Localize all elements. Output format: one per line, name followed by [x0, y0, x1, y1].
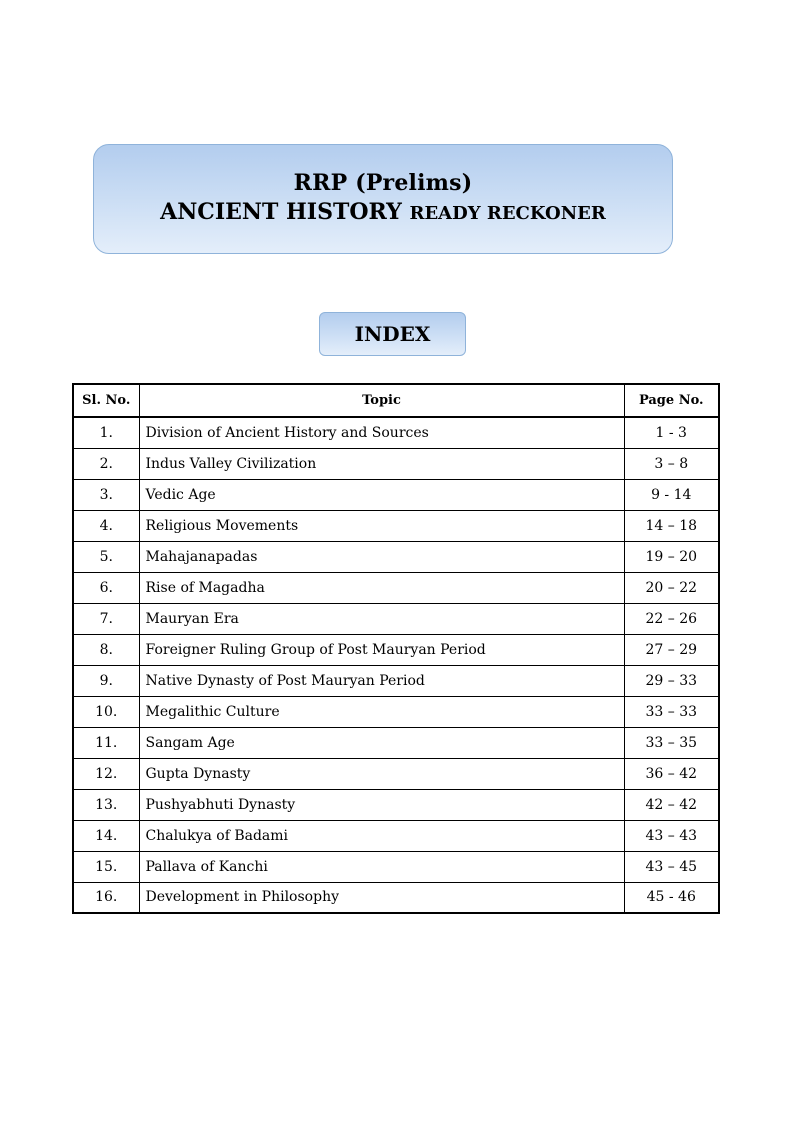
row-sl-no: 9. — [73, 665, 139, 696]
row-sl-no: 16. — [73, 882, 139, 913]
row-sl-no: 7. — [73, 603, 139, 634]
table-row — [73, 603, 719, 634]
table-row — [73, 696, 719, 727]
row-topic: Chalukya of Badami — [139, 820, 624, 851]
table-row — [73, 789, 719, 820]
row-topic: Pallava of Kanchi — [139, 851, 624, 882]
header-topic: Topic — [139, 384, 624, 417]
table-row — [73, 448, 719, 479]
table-row — [73, 634, 719, 665]
row-sl-no: 4. — [73, 510, 139, 541]
table-row — [73, 572, 719, 603]
title-sub: READY RECKONER — [409, 203, 606, 224]
row-page-no: 27 – 29 — [624, 634, 719, 665]
row-page-no: 19 – 20 — [624, 541, 719, 572]
index-table — [72, 383, 720, 914]
row-topic: Development in Philosophy — [139, 882, 624, 913]
table-body — [73, 417, 719, 913]
row-sl-no: 8. — [73, 634, 139, 665]
row-topic: Mahajanapadas — [139, 541, 624, 572]
row-page-no: 20 – 22 — [624, 572, 719, 603]
title-line-1: RRP (Prelims) — [293, 170, 473, 196]
row-page-no: 22 – 26 — [624, 603, 719, 634]
table-row — [73, 510, 719, 541]
row-sl-no: 3. — [73, 479, 139, 510]
row-topic: Vedic Age — [139, 479, 624, 510]
row-page-no: 42 – 42 — [624, 789, 719, 820]
table-row — [73, 820, 719, 851]
table-row — [73, 758, 719, 789]
row-sl-no: 15. — [73, 851, 139, 882]
row-topic: Sangam Age — [139, 727, 624, 758]
row-sl-no: 2. — [73, 448, 139, 479]
table-row — [73, 851, 719, 882]
row-topic: Indus Valley Civilization — [139, 448, 624, 479]
row-topic: Rise of Magadha — [139, 572, 624, 603]
row-topic: Foreigner Ruling Group of Post Mauryan Period — [139, 634, 624, 665]
table-row — [73, 479, 719, 510]
row-page-no: 43 – 43 — [624, 820, 719, 851]
table-row — [73, 541, 719, 572]
row-sl-no: 10. — [73, 696, 139, 727]
row-sl-no: 5. — [73, 541, 139, 572]
index-heading: INDEX — [319, 312, 466, 356]
row-page-no: 14 – 18 — [624, 510, 719, 541]
header-sl-no: Sl. No. — [73, 384, 139, 417]
row-sl-no: 12. — [73, 758, 139, 789]
table-row — [73, 882, 719, 913]
row-topic: Megalithic Culture — [139, 696, 624, 727]
row-topic: Religious Movements — [139, 510, 624, 541]
row-page-no: 33 – 33 — [624, 696, 719, 727]
title-banner — [93, 144, 673, 254]
row-topic: Native Dynasty of Post Mauryan Period — [139, 665, 624, 696]
table-header-row — [73, 384, 719, 417]
row-sl-no: 13. — [73, 789, 139, 820]
row-page-no: 36 – 42 — [624, 758, 719, 789]
row-page-no: 1 - 3 — [624, 417, 719, 448]
row-sl-no: 1. — [73, 417, 139, 448]
row-sl-no: 14. — [73, 820, 139, 851]
row-topic: Mauryan Era — [139, 603, 624, 634]
row-sl-no: 6. — [73, 572, 139, 603]
row-page-no: 45 - 46 — [624, 882, 719, 913]
row-sl-no: 11. — [73, 727, 139, 758]
row-topic: Division of Ancient History and Sources — [139, 417, 624, 448]
row-topic: Pushyabhuti Dynasty — [139, 789, 624, 820]
title-main: ANCIENT HISTORY — [160, 199, 402, 225]
table-row — [73, 727, 719, 758]
title-line-2 — [160, 197, 606, 229]
table-row — [73, 417, 719, 448]
row-page-no: 43 – 45 — [624, 851, 719, 882]
header-page-no: Page No. — [624, 384, 719, 417]
row-page-no: 29 – 33 — [624, 665, 719, 696]
row-topic: Gupta Dynasty — [139, 758, 624, 789]
table-row — [73, 665, 719, 696]
row-page-no: 33 – 35 — [624, 727, 719, 758]
row-page-no: 3 – 8 — [624, 448, 719, 479]
row-page-no: 9 - 14 — [624, 479, 719, 510]
